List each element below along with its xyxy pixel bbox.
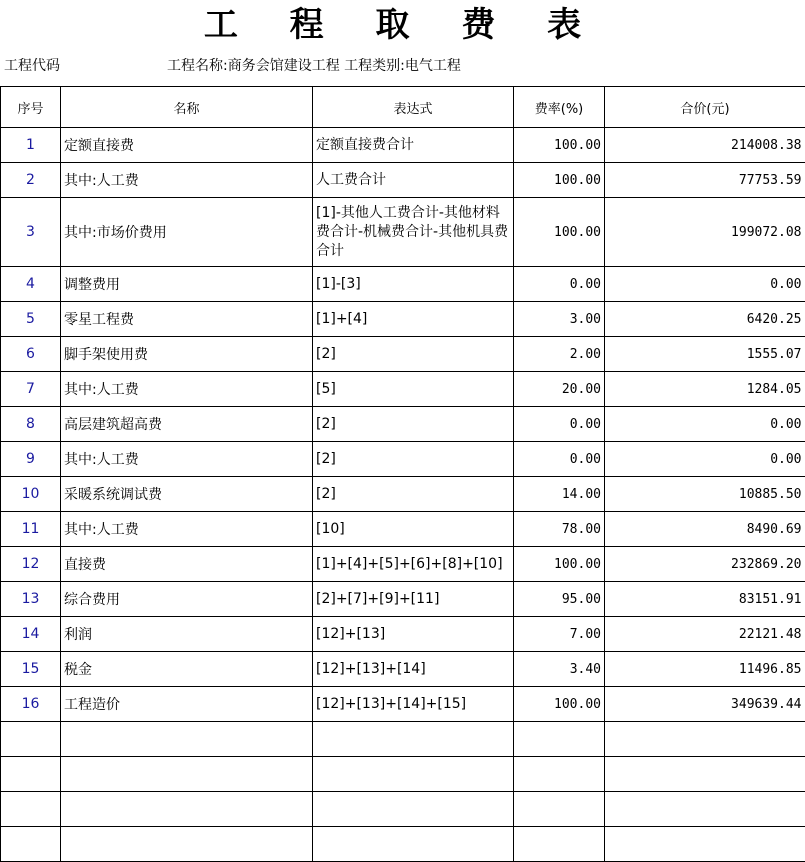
cell-rate: 100.00 <box>514 687 605 722</box>
fee-table <box>0 86 805 862</box>
table-row <box>1 477 805 512</box>
cell-seq: 7 <box>1 372 61 407</box>
cell-name: 其中:人工费 <box>61 442 313 477</box>
cell-name: 脚手架使用费 <box>61 337 313 372</box>
empty-row <box>1 757 805 792</box>
cell-amount: 6420.25 <box>605 302 805 337</box>
cell-name: 工程造价 <box>61 687 313 722</box>
cell-amount: 349639.44 <box>605 687 805 722</box>
cell-expression: [1]-[3] <box>313 267 514 302</box>
empty-cell <box>605 827 805 862</box>
cell-seq: 13 <box>1 582 61 617</box>
table-row <box>1 163 805 198</box>
cell-rate: 3.40 <box>514 652 605 687</box>
cell-name: 税金 <box>61 652 313 687</box>
empty-cell <box>605 722 805 757</box>
empty-cell <box>61 792 313 827</box>
cell-amount: 0.00 <box>605 267 805 302</box>
empty-cell <box>514 792 605 827</box>
cell-expression: [1]-其他人工费合计-其他材料费合计-机械费合计-其他机具费合计 <box>313 198 514 267</box>
empty-row <box>1 792 805 827</box>
cell-name: 定额直接费 <box>61 128 313 163</box>
cell-seq: 16 <box>1 687 61 722</box>
cell-expression: [12]+[13]+[14]+[15] <box>313 687 514 722</box>
empty-cell <box>313 827 514 862</box>
cell-name: 其中:人工费 <box>61 372 313 407</box>
cell-amount: 10885.50 <box>605 477 805 512</box>
cell-seq: 4 <box>1 267 61 302</box>
empty-cell <box>313 757 514 792</box>
table-header-row <box>1 87 805 128</box>
empty-cell <box>605 757 805 792</box>
cell-rate: 100.00 <box>514 198 605 267</box>
cell-rate: 78.00 <box>514 512 605 547</box>
cell-seq: 2 <box>1 163 61 198</box>
table-row <box>1 442 805 477</box>
cell-rate: 0.00 <box>514 407 605 442</box>
cell-amount: 8490.69 <box>605 512 805 547</box>
table-row <box>1 372 805 407</box>
project-info <box>0 46 805 86</box>
cell-seq: 6 <box>1 337 61 372</box>
table-row <box>1 198 805 267</box>
empty-row <box>1 827 805 862</box>
header-name: 名称 <box>61 87 313 128</box>
header-rate: 费率(%) <box>514 87 605 128</box>
cell-name: 其中:市场价费用 <box>61 198 313 267</box>
cell-amount: 0.00 <box>605 407 805 442</box>
cell-rate: 2.00 <box>514 337 605 372</box>
cell-name: 综合费用 <box>61 582 313 617</box>
table-row <box>1 337 805 372</box>
table-row <box>1 302 805 337</box>
cell-amount: 0.00 <box>605 442 805 477</box>
cell-name: 利润 <box>61 617 313 652</box>
cell-rate: 3.00 <box>514 302 605 337</box>
cell-expression: [1]+[4]+[5]+[6]+[8]+[10] <box>313 547 514 582</box>
cell-rate: 20.00 <box>514 372 605 407</box>
cell-expression: [2] <box>313 337 514 372</box>
cell-name: 其中:人工费 <box>61 163 313 198</box>
cell-name: 调整费用 <box>61 267 313 302</box>
cell-name: 高层建筑超高费 <box>61 407 313 442</box>
cell-amount: 1555.07 <box>605 337 805 372</box>
header-amount: 合价(元) <box>605 87 805 128</box>
table-row <box>1 267 805 302</box>
table-row <box>1 582 805 617</box>
table-row <box>1 617 805 652</box>
empty-cell <box>61 757 313 792</box>
cell-name: 采暖系统调试费 <box>61 477 313 512</box>
cell-seq: 14 <box>1 617 61 652</box>
empty-cell <box>514 722 605 757</box>
empty-cell <box>61 827 313 862</box>
cell-name: 其中:人工费 <box>61 512 313 547</box>
header-expression: 表达式 <box>313 87 514 128</box>
cell-seq: 8 <box>1 407 61 442</box>
cell-expression: [2] <box>313 407 514 442</box>
cell-seq: 3 <box>1 198 61 267</box>
empty-cell <box>61 722 313 757</box>
cell-rate: 100.00 <box>514 547 605 582</box>
cell-rate: 14.00 <box>514 477 605 512</box>
project-name-category: 工程名称:商务会馆建设工程 工程类别:电气工程 <box>167 46 461 86</box>
cell-expression: [2] <box>313 477 514 512</box>
cell-expression: 人工费合计 <box>313 163 514 198</box>
cell-name: 直接费 <box>61 547 313 582</box>
cell-expression: [1]+[4] <box>313 302 514 337</box>
table-row <box>1 128 805 163</box>
cell-rate: 0.00 <box>514 267 605 302</box>
cell-rate: 0.00 <box>514 442 605 477</box>
cell-rate: 100.00 <box>514 128 605 163</box>
cell-expression: [5] <box>313 372 514 407</box>
cell-expression: [2] <box>313 442 514 477</box>
cell-rate: 100.00 <box>514 163 605 198</box>
cell-seq: 1 <box>1 128 61 163</box>
table-body <box>1 128 805 862</box>
cell-seq: 12 <box>1 547 61 582</box>
empty-row <box>1 722 805 757</box>
empty-cell <box>313 722 514 757</box>
cell-amount: 77753.59 <box>605 163 805 198</box>
cell-seq: 15 <box>1 652 61 687</box>
cell-amount: 214008.38 <box>605 128 805 163</box>
cell-amount: 22121.48 <box>605 617 805 652</box>
cell-seq: 10 <box>1 477 61 512</box>
empty-cell <box>313 792 514 827</box>
cell-seq: 9 <box>1 442 61 477</box>
table-row <box>1 652 805 687</box>
cell-amount: 83151.91 <box>605 582 805 617</box>
table-row <box>1 512 805 547</box>
empty-cell <box>514 757 605 792</box>
table-row <box>1 407 805 442</box>
cell-expression: [12]+[13] <box>313 617 514 652</box>
empty-cell <box>514 827 605 862</box>
cell-rate: 95.00 <box>514 582 605 617</box>
cell-amount: 199072.08 <box>605 198 805 267</box>
project-code-label: 工程代码 <box>4 46 60 86</box>
cell-expression: 定额直接费合计 <box>313 128 514 163</box>
empty-cell <box>1 827 61 862</box>
table-row <box>1 687 805 722</box>
cell-rate: 7.00 <box>514 617 605 652</box>
page-title: 工 程 取 费 表 <box>0 0 805 46</box>
cell-amount: 1284.05 <box>605 372 805 407</box>
cell-name: 零星工程费 <box>61 302 313 337</box>
table-row <box>1 547 805 582</box>
cell-amount: 11496.85 <box>605 652 805 687</box>
empty-cell <box>605 792 805 827</box>
cell-expression: [10] <box>313 512 514 547</box>
cell-expression: [12]+[13]+[14] <box>313 652 514 687</box>
header-seq: 序号 <box>1 87 61 128</box>
cell-seq: 11 <box>1 512 61 547</box>
cell-amount: 232869.20 <box>605 547 805 582</box>
empty-cell <box>1 757 61 792</box>
cell-seq: 5 <box>1 302 61 337</box>
empty-cell <box>1 722 61 757</box>
cell-expression: [2]+[7]+[9]+[11] <box>313 582 514 617</box>
empty-cell <box>1 792 61 827</box>
